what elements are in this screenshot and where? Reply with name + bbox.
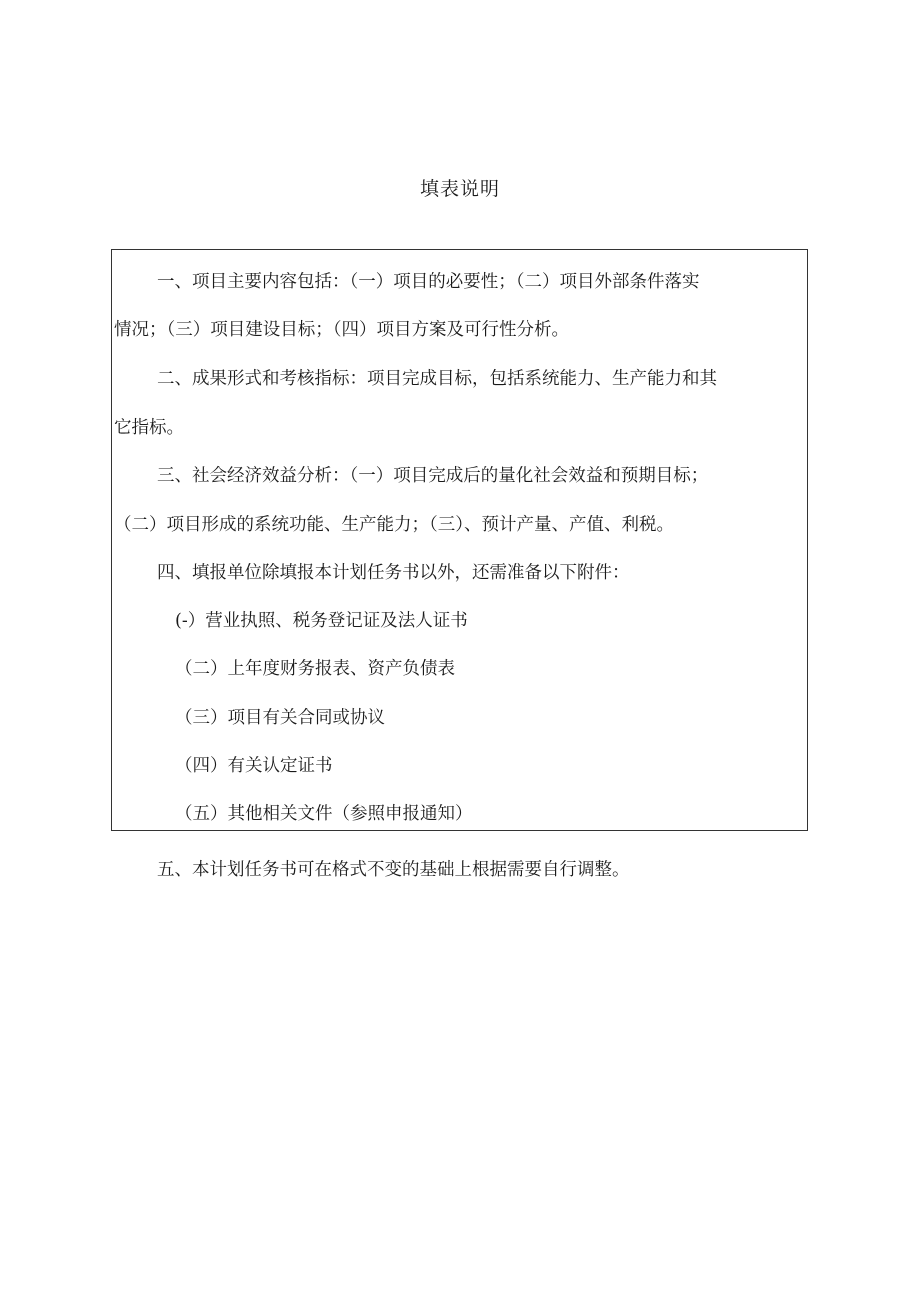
attachment-item-4: （四）有关认定证书 <box>175 756 333 776</box>
instruction-line-2: 情况；（三）项目建设目标；（四）项目方案及可行性分析。 <box>114 320 569 340</box>
attachment-item-3: （三）项目有关合同或协议 <box>175 708 385 728</box>
attachment-item-2: （二）上年度财务报表、资产负债表 <box>175 659 455 679</box>
instruction-line-4: 它指标。 <box>114 418 184 438</box>
instruction-line-6: （二）项目形成的系统功能、生产能力；（三）、预计产量、产值、利税。 <box>114 515 674 535</box>
instruction-line-5: 三、社会经济效益分析：（一）项目完成后的量化社会效益和预期目标； <box>157 466 709 486</box>
footer-note: 五、本计划任务书可在格式不变的基础上根据需要自行调整。 <box>157 860 630 880</box>
attachment-item-1: (-）营业执照、税务登记证及法人证书 <box>175 611 468 631</box>
attachment-item-5: （五）其他相关文件（参照申报通知） <box>175 804 473 824</box>
instruction-line-1: 一、项目主要内容包括：（一）项目的必要性；（二）项目外部条件落实 <box>157 272 700 292</box>
instruction-line-7: 四、填报单位除填报本计划任务书以外，还需准备以下附件： <box>157 563 630 583</box>
instruction-line-3: 二、成果形式和考核指标：项目完成目标，包括系统能力、生产能力和其 <box>157 369 717 389</box>
page-title: 填表说明 <box>419 178 500 200</box>
